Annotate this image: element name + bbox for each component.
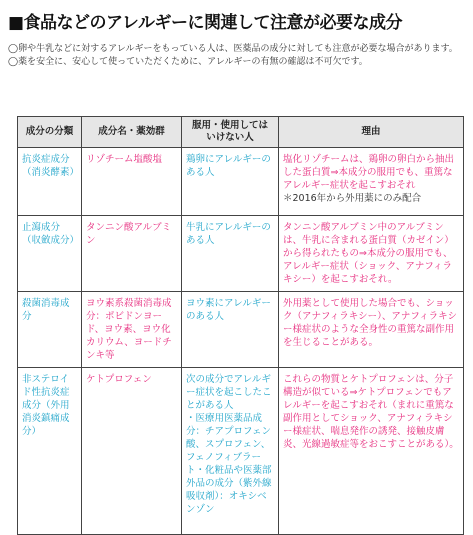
cell-who: 鶏卵にアレルギーの ある人	[182, 148, 279, 216]
table-row	[18, 148, 464, 216]
cell-category: 抗炎症成分 （消炎酵素）	[18, 148, 82, 216]
note-line: ◯卵や牛乳などに対するアレルギーをもっている人は、医薬品の成分に対しても注意が必要な場合があります。	[8, 44, 458, 54]
header-reason: 理由	[279, 117, 464, 148]
table-header-row	[18, 117, 464, 148]
table-row	[18, 368, 464, 535]
cell-ingredient: ヨウ素系殺菌消毒成分：ポビドンヨード、ヨウ素、ヨウ化カリウム、ヨードチンキ等	[82, 292, 182, 368]
reason-text: タンニン酸アルブミン中のアルブミンは、牛乳に含まれる蛋白質（カゼイン）から得られたもの⇒本成分の服用でも、アレルギー症状（ショック、アナフィラキシー）を起こすおそれ。	[283, 222, 454, 285]
reason-text: 外用薬として使用した場合でも、ショック（アナフィラキシー）、アナフィラキシー様症状のような全身性の重篤な副作用を生じることがある。	[283, 298, 458, 348]
cell-reason	[279, 368, 464, 535]
cell-ingredient: リゾチーム塩酸塩	[82, 148, 182, 216]
allergy-table	[17, 116, 464, 535]
cell-reason	[279, 216, 464, 292]
intro-notes	[8, 43, 458, 69]
cell-who: 牛乳にアレルギーの ある人	[182, 216, 279, 292]
note-line: ◯薬を安全に、安心して使っていただくために、アレルギーの有無の確認は不可欠です。	[8, 57, 368, 67]
header-who: 服用・使用しては いけない人	[182, 117, 279, 148]
reason-text: これらの物質とケトプロフェンは、分子構造が似ている⇒ケトプロフェンでもアレルギーを起こすおそれ（まれに重篤な副作用としてショック、アナフィラキシー様症状、喘息発作の誘発、接触皮膚炎、光線過敏症等をおこすことがある）。	[283, 374, 459, 450]
header-category: 成分の分類	[18, 117, 82, 148]
cell-ingredient: タンニン酸アルブミン	[82, 216, 182, 292]
table-row	[18, 292, 464, 368]
cell-who: 次の成分でアレルギー症状を起こしたことがある人 ・医療用医薬品成分：チアプロフェン酸、スプロフェン、フェノフィブラート・化粧品や医薬部外品の成分（紫外線吸収剤）：オキシベンゾン	[182, 368, 279, 535]
table-row	[18, 216, 464, 292]
header-ingredient: 成分名・薬効群	[82, 117, 182, 148]
cell-category: 非ステロイド性抗炎症成分（外用消炎鎮痛成分）	[18, 368, 82, 535]
cell-category: 止瀉成分 （収斂成分）	[18, 216, 82, 292]
reason-note: ＊2016年から外用薬にのみ配合	[283, 193, 422, 204]
cell-category: 殺菌消毒成分	[18, 292, 82, 368]
cell-reason	[279, 292, 464, 368]
page-title: ■食品などのアレルギーに関連して注意が必要な成分	[8, 13, 402, 33]
cell-ingredient: ケトプロフェン	[82, 368, 182, 535]
reason-text: 塩化リゾチームは、鶏卵の卵白から抽出した蛋白質⇒本成分の服用でも、重篤なアレルギー症状を起こすおそれ	[283, 154, 455, 191]
cell-reason	[279, 148, 464, 216]
cell-who: ヨウ素にアレルギーのある人	[182, 292, 279, 368]
